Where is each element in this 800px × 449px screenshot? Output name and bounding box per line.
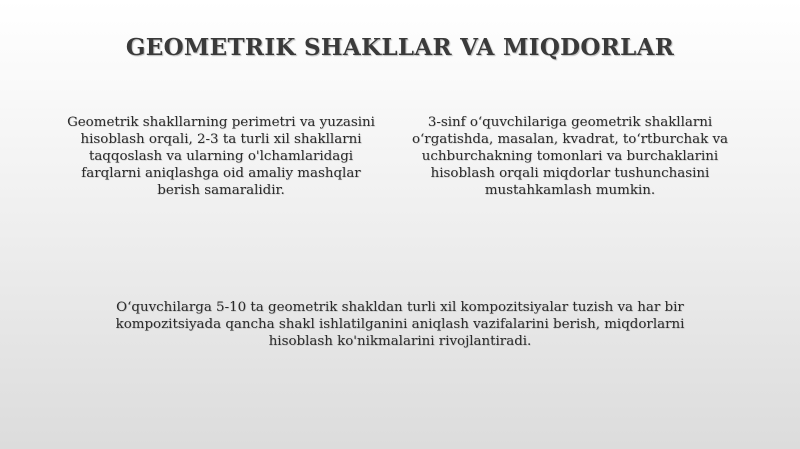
paragraph-left: Geometrik shakllarning perimetri va yuzasini hisoblash orqali, 2-3 ta turli xil shakllarni taqqoslash va ularning o'lchamlaridagi farqlarni aniqlashga oid amaliy mashqlar berish samaralidir. (67, 115, 375, 198)
paragraph-right: 3-sinf o‘quvchilariga geometrik shakllarni o‘rgatishda, masalan, kvadrat, to‘rtburchak va uchburchakning tomonlari va burchaklarini hisoblash orqali miqdorlar tushunchasini mustahkamlash mumkin. (411, 115, 729, 198)
paragraph-bottom: O‘quvchilarga 5-10 ta geometrik shakldan turli xil kompozitsiyalar tuzish va har bir kompozitsiyada qancha shakl ishlatilganini aniqlash vazifalarini berish, miqdorlarni hisoblash ko'nikmalarini rivojlantiradi. (115, 300, 685, 349)
slide-title: GEOMETRIK SHAKLLAR VA MIQDORLAR (125, 34, 675, 61)
